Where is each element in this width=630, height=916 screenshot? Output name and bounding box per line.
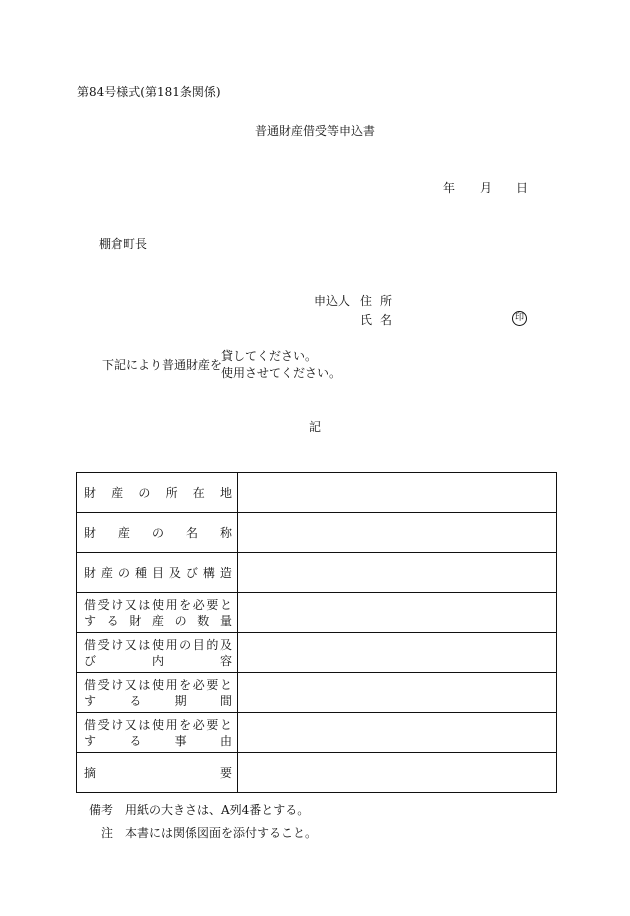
table-row-label-line: 借 受 け 又 は 使 用 を 必 要 と — [84, 677, 232, 692]
name-label: 氏名 — [360, 313, 401, 327]
table-row-value-field[interactable] — [238, 593, 557, 633]
table-row-label-line: す る 財 産 の 数 量 — [84, 613, 232, 628]
table-row-label-line: 借 受 け 又 は 使 用 の 目 的 及 — [84, 637, 232, 652]
table-row-value-field[interactable] — [238, 753, 557, 793]
request-option-lend: 貸してください。 — [221, 349, 318, 363]
table-row-label-line: 摘 要 — [84, 765, 232, 780]
table-row — [77, 713, 557, 753]
detail-table — [76, 472, 557, 793]
table-row — [77, 553, 557, 593]
table-row-value-field[interactable] — [238, 473, 557, 513]
request-option-use: 使用させてください。 — [221, 366, 342, 380]
table-row-value-field[interactable] — [238, 713, 557, 753]
table-row-label-line: 借 受 け 又 は 使 用 を 必 要 と — [84, 717, 232, 732]
table-row — [77, 633, 557, 673]
table-row-label — [77, 473, 238, 513]
request-lead-text: 下記により普通財産を — [102, 358, 223, 372]
table-row-value-field[interactable] — [238, 673, 557, 713]
table-row-label — [77, 673, 238, 713]
table-row-label — [77, 553, 238, 593]
table-row — [77, 673, 557, 713]
table-row-value-field[interactable] — [238, 513, 557, 553]
remark-attachment-note: 注 本書には関係図面を添付すること。 — [101, 826, 318, 840]
ki-heading: 記 — [308, 420, 321, 434]
date-year-label: 年 — [443, 181, 456, 195]
table-row-label — [77, 593, 238, 633]
addressee: 棚倉町長 — [99, 237, 148, 251]
table-row-label-line: 財 産 の 名 称 — [84, 525, 232, 540]
table-row — [77, 473, 557, 513]
table-row-label-line: び 内 容 — [84, 653, 232, 668]
table-row-value-field[interactable] — [238, 553, 557, 593]
applicant-label: 申込人 — [314, 294, 351, 308]
table-row-label-line: す る 事 由 — [84, 733, 232, 748]
table-row-label-line: 財 産 の 種 目 及 び 構 造 — [84, 565, 232, 580]
table-row-label-line: す る 期 間 — [84, 693, 232, 708]
table-row-label — [77, 633, 238, 673]
table-row-label — [77, 513, 238, 553]
table-row — [77, 593, 557, 633]
table-row — [77, 753, 557, 793]
remark-paper-size: 備考 用紙の大きさは、A列4番とする。 — [89, 803, 310, 817]
address-label: 住所 — [360, 294, 401, 308]
table-row — [77, 513, 557, 553]
form-number: 第84号様式(第181条関係) — [77, 85, 221, 99]
table-row-value-field[interactable] — [238, 633, 557, 673]
table-row-label — [77, 753, 238, 793]
table-row-label — [77, 713, 238, 753]
date-day-label: 日 — [516, 181, 529, 195]
date-month-label: 月 — [480, 181, 493, 195]
document-title: 普通財産借受等申込書 — [254, 124, 375, 138]
seal-mark: 印 — [512, 311, 527, 326]
table-row-label-line: 財 産 の 所 在 地 — [84, 485, 232, 500]
table-row-label-line: 借 受 け 又 は 使 用 を 必 要 と — [84, 597, 232, 612]
